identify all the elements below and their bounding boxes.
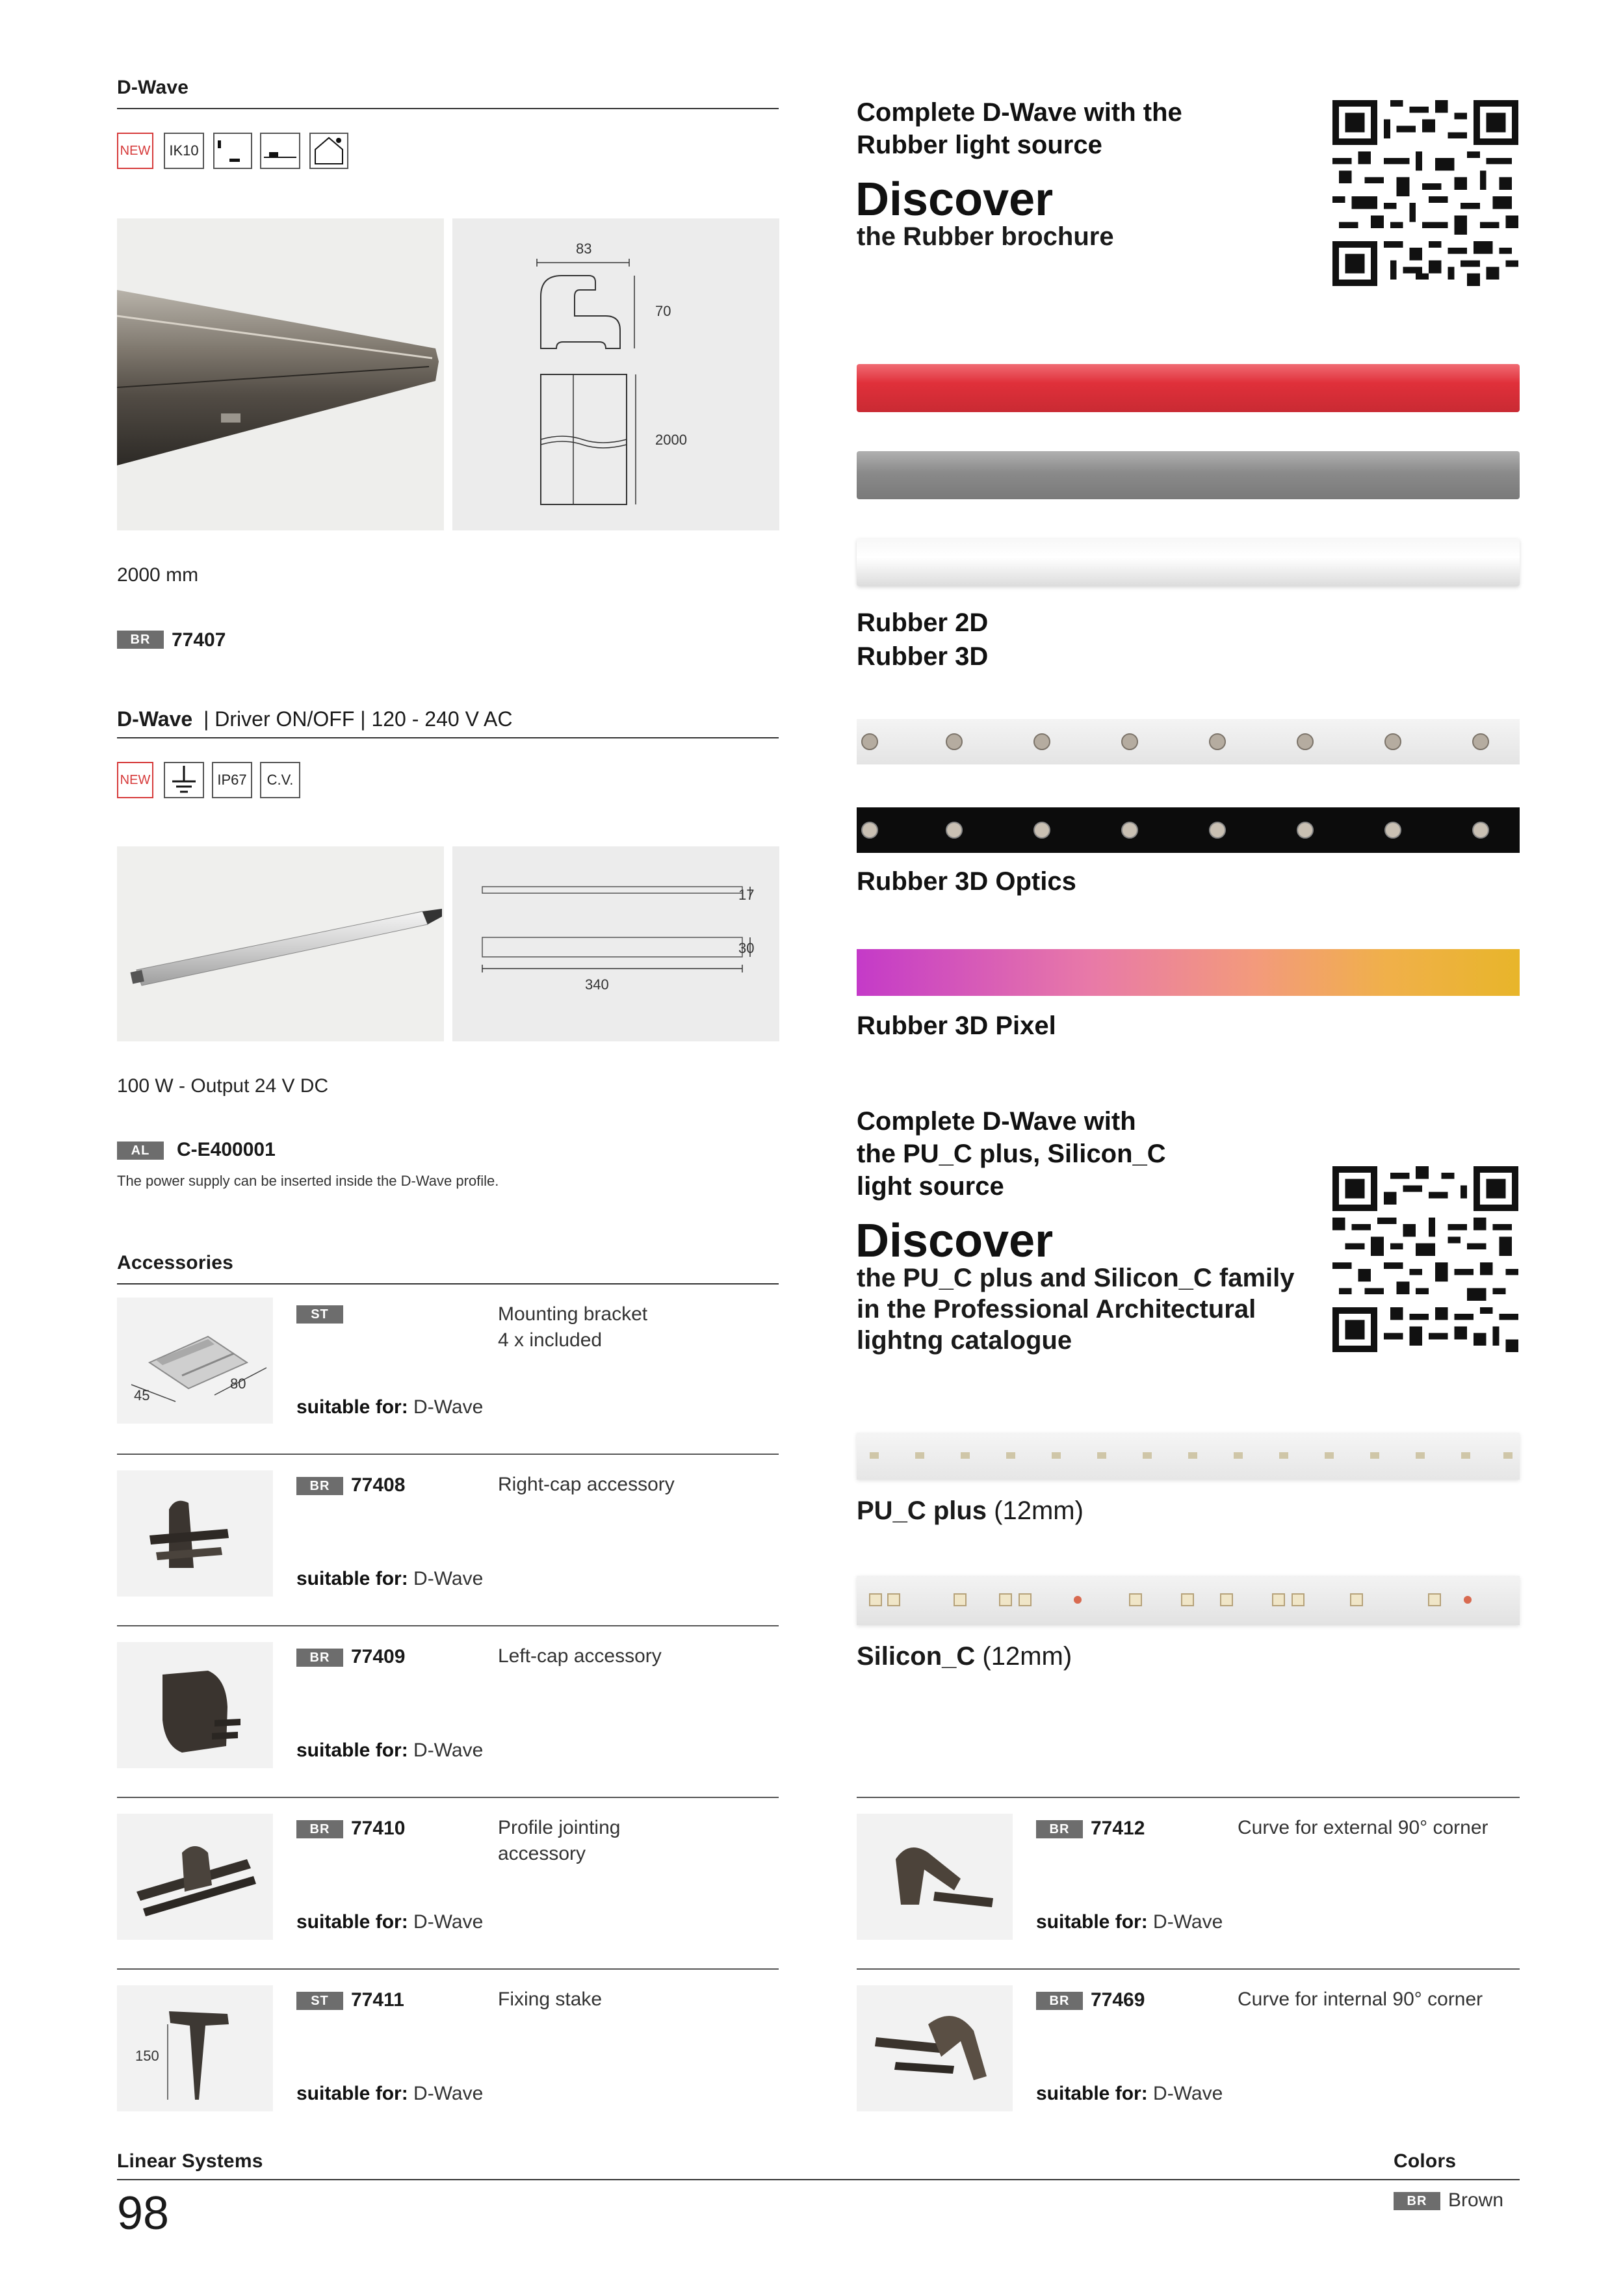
suitable-label: suitable for:	[1036, 2083, 1148, 2104]
article-code: 77410	[351, 1818, 406, 1839]
promo-head-line: the PU_C plus, Silicon_C	[857, 1140, 1166, 1168]
suitable-for	[296, 2083, 483, 2105]
new-badge: NEW	[117, 762, 153, 798]
color-badge: AL	[117, 1141, 164, 1160]
discover-heading: Discover	[855, 1215, 1054, 1267]
accessory-description: Curve for internal 90° corner	[1238, 1989, 1483, 2010]
suitable-value: D-Wave	[413, 1568, 484, 1589]
silicon-size: (12mm)	[982, 1642, 1072, 1671]
silicon-c-strip	[857, 1576, 1520, 1625]
ik10-icon: IK10	[164, 133, 204, 169]
color-badge: BR	[296, 1477, 343, 1495]
suitable-for	[296, 1740, 483, 1762]
section-title-dwave: D-Wave	[117, 77, 189, 98]
driver-title: D-Wave	[117, 707, 193, 731]
dwave-profile-photo	[117, 218, 444, 530]
row-divider	[117, 1625, 779, 1626]
footer-colors-title: Colors	[1394, 2150, 1457, 2172]
driver-note: The power supply can be inserted inside the D-Wave profile.	[117, 1173, 499, 1189]
promo2-heading	[857, 1105, 1166, 1203]
rubber-red-strip	[857, 364, 1520, 412]
puc-plus-label	[857, 1496, 1084, 1526]
suitable-for	[296, 1396, 483, 1418]
promo-sub-line: the PU_C plus and Silicon_C family	[857, 1264, 1295, 1292]
suitable-value: D-Wave	[413, 2083, 484, 2104]
accessory-desc-line: accessory	[498, 1843, 586, 1864]
row-divider	[117, 1968, 779, 1970]
row-divider	[857, 1797, 1520, 1798]
suitable-for	[296, 1568, 483, 1590]
suitable-label: suitable for:	[296, 2083, 408, 2104]
mounting-bracket-image	[117, 1298, 273, 1424]
dim-h2-label: 30	[738, 940, 755, 956]
ip67-icon: IP67	[212, 762, 252, 798]
accessory-description	[498, 1301, 647, 1353]
outdoor-home-icon	[309, 133, 348, 169]
promo-sub-line: lightng catalogue	[857, 1326, 1072, 1355]
puc-name: PU_C plus	[857, 1496, 987, 1525]
silicon-name: Silicon_C	[857, 1642, 976, 1671]
suitable-value: D-Wave	[1153, 2083, 1223, 2104]
puc-size: (12mm)	[994, 1496, 1084, 1525]
driver-drawing	[452, 846, 779, 1041]
cv-icon: C.V.	[260, 762, 300, 798]
color-name: Brown	[1448, 2189, 1504, 2211]
external-corner-image	[857, 1814, 1013, 1940]
driver-photo	[117, 846, 444, 1041]
accessory-desc-line: Profile jointing	[498, 1817, 621, 1838]
suitable-label: suitable for:	[296, 1740, 408, 1761]
puc-plus-strip	[857, 1433, 1520, 1480]
accessory-description: Curve for external 90° corner	[1238, 1817, 1488, 1838]
footer-divider	[117, 2179, 1520, 2180]
suitable-value: D-Wave	[413, 1911, 484, 1933]
suitable-for	[1036, 2083, 1223, 2105]
article-code: C-E400001	[177, 1139, 276, 1160]
bracket-dim-a: 45	[134, 1387, 150, 1403]
section-divider	[117, 108, 779, 109]
article-code: 77412	[1091, 1818, 1145, 1839]
length-text: 2000 mm	[117, 564, 199, 586]
rubber-3d-pixel-label: Rubber 3D Pixel	[857, 1011, 1056, 1040]
dim-height-label: 70	[655, 303, 671, 319]
accessories-title: Accessories	[117, 1252, 233, 1273]
surface-mount-icon	[213, 133, 252, 169]
suitable-label: suitable for:	[296, 1396, 408, 1418]
promo2-sub	[857, 1262, 1294, 1356]
page-number: 98	[117, 2187, 170, 2239]
dwave-profile-drawing	[452, 218, 779, 530]
left-cap-image	[117, 1642, 273, 1768]
color-badge: BR	[296, 1820, 343, 1838]
promo-head-line: Rubber light source	[857, 131, 1102, 159]
article-code: 77407	[172, 629, 226, 651]
row-divider	[117, 1797, 779, 1798]
dim-len-label: 340	[585, 976, 609, 993]
color-badge: ST	[296, 1305, 343, 1324]
dim-h1-label: 17	[738, 887, 755, 903]
article-code: 77409	[351, 1646, 406, 1667]
pixel-gradient-strip	[857, 949, 1520, 996]
suitable-for	[296, 1911, 483, 1933]
promo-head-line: Complete D-Wave with the	[857, 98, 1182, 127]
promo-head-line: light source	[857, 1172, 1004, 1201]
recessed-mount-icon	[260, 133, 300, 169]
color-badge: ST	[296, 1992, 343, 2010]
accessory-description: Right-cap accessory	[498, 1474, 675, 1495]
right-cap-image	[117, 1470, 273, 1597]
suitable-value: D-Wave	[413, 1396, 484, 1418]
section-title-driver	[117, 707, 512, 731]
accessory-desc-line: Mounting bracket	[498, 1303, 648, 1325]
optics-white-strip	[857, 719, 1520, 764]
accessory-description: Left-cap accessory	[498, 1645, 662, 1667]
silicon-c-label	[857, 1642, 1072, 1671]
rubber-3d-optics-label: Rubber 3D Optics	[857, 867, 1076, 896]
jointing-accessory-image	[117, 1814, 273, 1940]
power-text: 100 W - Output 24 V DC	[117, 1075, 329, 1097]
accessory-description	[498, 1815, 620, 1867]
article-code: 77411	[351, 1989, 404, 2011]
suitable-label: suitable for:	[1036, 1911, 1148, 1933]
article-code: 77469	[1091, 1989, 1145, 2011]
qr-code-rubber[interactable]	[1332, 100, 1518, 286]
rubber-white-strip	[857, 538, 1520, 586]
color-badge: BR	[296, 1649, 343, 1667]
qr-code-professional[interactable]	[1332, 1166, 1518, 1352]
accessory-description: Fixing stake	[498, 1989, 603, 2010]
rubber-gray-strip	[857, 451, 1520, 499]
promo1-sub: the Rubber brochure	[857, 222, 1114, 251]
internal-corner-image	[857, 1985, 1013, 2111]
color-badge: BR	[1394, 2192, 1440, 2210]
color-badge: BR	[1036, 1992, 1083, 2010]
row-divider	[117, 1454, 779, 1455]
rubber-2d-label: Rubber 2D	[857, 608, 989, 637]
article-code: 77408	[351, 1474, 406, 1496]
color-badge: BR	[1036, 1820, 1083, 1838]
bracket-dim-b: 80	[230, 1376, 246, 1392]
optics-black-strip	[857, 807, 1520, 853]
accessory-desc-line: 4 x included	[498, 1329, 603, 1351]
discover-heading: Discover	[855, 174, 1054, 226]
dim-length-label: 2000	[655, 432, 687, 448]
new-badge: NEW	[117, 133, 153, 169]
color-badge: BR	[117, 631, 164, 649]
section-divider	[117, 1283, 779, 1285]
suitable-value: D-Wave	[1153, 1911, 1223, 1933]
suitable-value: D-Wave	[413, 1740, 484, 1761]
stake-dim: 150	[135, 2048, 159, 2064]
footer-section-name: Linear Systems	[117, 2150, 263, 2172]
suitable-for	[1036, 1911, 1223, 1933]
suitable-label: suitable for:	[296, 1568, 408, 1589]
driver-subtitle: | Driver ON/OFF | 120 - 240 V AC	[203, 707, 513, 731]
suitable-label: suitable for:	[296, 1911, 408, 1933]
row-divider	[857, 1968, 1520, 1970]
dim-width-label: 83	[576, 241, 592, 257]
section-divider	[117, 737, 779, 738]
promo-sub-line: in the Professional Architectural	[857, 1295, 1256, 1324]
ground-icon	[164, 762, 204, 798]
promo-head-line: Complete D-Wave with	[857, 1107, 1136, 1136]
promo1-heading	[857, 96, 1182, 161]
rubber-3d-label: Rubber 3D	[857, 642, 989, 671]
